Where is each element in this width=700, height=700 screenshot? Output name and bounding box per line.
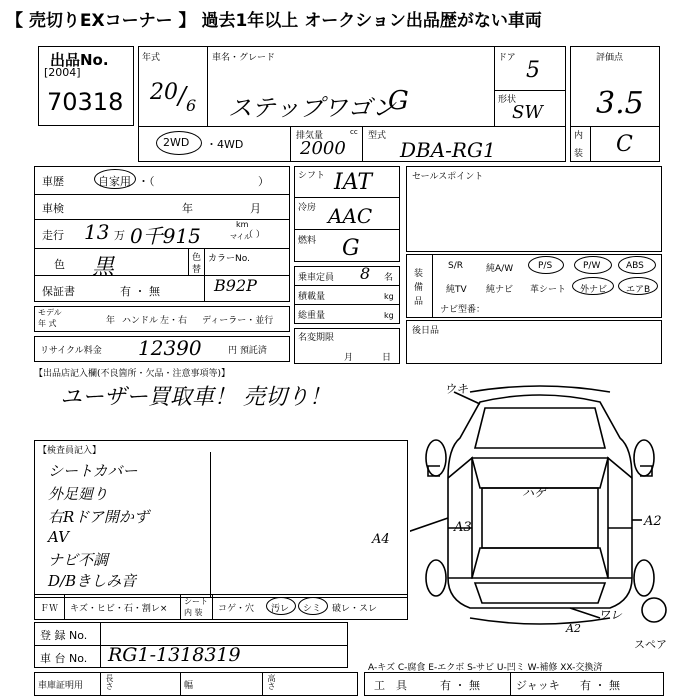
fw-label: ＦＷ (40, 604, 59, 614)
year-label: 年式 (142, 53, 161, 63)
recycle-value: 12390 (138, 336, 202, 360)
door-value: 5 (526, 58, 540, 83)
equipment-label-3: 品 (414, 297, 424, 307)
certificate-label: 車庫証明用 (38, 681, 84, 691)
interior-label-2: 装 (574, 149, 584, 159)
diagram-bottom-mark: A2 (566, 622, 581, 635)
seat-label-2: 内 装 (184, 608, 203, 617)
inspector-line-4: AV (48, 528, 69, 546)
fuel-value: G (342, 236, 360, 261)
chassis-label: 車 台 No. (40, 652, 88, 665)
recycle-label: リサイクル料金 (40, 346, 102, 356)
shift-value: IAT (334, 170, 373, 195)
mileage-value-2: 0千915 (130, 224, 201, 248)
displacement-value: 2000 (300, 138, 346, 159)
score-label: 評価点 (596, 53, 624, 63)
mileage-unit-top: km (236, 220, 249, 229)
car-diagram (410, 378, 670, 638)
grade-value: G (388, 86, 409, 116)
notes-value: ユーザー買取車！ 売切り！ (60, 385, 331, 410)
capacity-unit: 名 (384, 273, 394, 283)
shaken-month: 月 (250, 202, 261, 215)
equip-pw: P/W (583, 261, 601, 271)
name-label: 車名・グレード (212, 53, 276, 63)
header-title: 【 売切りEXコーナー 】 過去1年以上 オークション出品歴がない車両 (6, 11, 542, 31)
lot-year-tag: [2004] (44, 66, 81, 79)
dealer-label: ディーラー・並行 (202, 316, 274, 326)
tools-value: 有 ・ 無 (440, 679, 480, 692)
capacity-label: 乗車定員 (298, 273, 335, 283)
tools-label: 工 具 (374, 679, 407, 692)
jack-label: ジャッキ (516, 679, 560, 692)
lot-number: 70318 (47, 88, 124, 116)
model-change-2: 年 式 (38, 319, 57, 328)
displacement-label: 排気量 (296, 131, 324, 141)
cert-length: 長さ (105, 674, 114, 690)
handle-value: 左・右 (160, 316, 188, 326)
equip-leather: 革シート (530, 285, 567, 295)
load-unit: kg (384, 292, 394, 301)
mileage-unit-bottom: マイル (230, 233, 251, 241)
equip-airbag: エアB (626, 285, 651, 295)
history-value: 自家用 (98, 175, 131, 188)
model-change-year: 年 (106, 316, 116, 326)
color-label: 色 (54, 258, 65, 271)
shaken-label: 車検 (42, 202, 64, 215)
seat-item-1: コゲ・穴 (218, 604, 255, 614)
year-slash: / (178, 82, 187, 110)
ac-value: AAC (328, 204, 373, 228)
diagram-top-mark: ウキ (444, 382, 469, 396)
mileage-label: 走行 (42, 229, 64, 242)
cert-height: 高さ (267, 674, 276, 690)
ac-label: 冷房 (298, 203, 317, 213)
spare-label: スペア (634, 638, 667, 651)
shaken-year: 年 (182, 202, 193, 215)
diagram-left-mark: A4 (372, 532, 390, 547)
seat-item-2: 汚レ (271, 604, 290, 614)
navi-label: ナビ型番： (440, 305, 486, 315)
history-dot: ・（ (138, 175, 155, 188)
handle-label: ハンドル (122, 316, 159, 326)
lot-label: 出品No. (50, 51, 109, 69)
diagram-right-mark: A2 (644, 514, 662, 529)
warranty-label: 保証書 (42, 285, 75, 298)
seat-item-3: シミ (303, 604, 322, 614)
name-value: ステップワゴン (228, 94, 396, 122)
history-label: 車歴 (42, 175, 64, 188)
model-change-1: モデル (38, 308, 62, 317)
cert-width: 幅 (184, 681, 194, 691)
equip-navi: 純ナビ (486, 285, 514, 295)
mileage-man: 万 (114, 229, 125, 242)
selling-points-label: セールスポイント (412, 172, 484, 182)
drive-4wd: ・4WD (206, 138, 244, 151)
equip-ext-navi: 外ナビ (580, 285, 608, 295)
drive-2wd: 2WD (163, 136, 190, 149)
fw-value: キズ・ヒビ・石・割レ× (70, 604, 168, 614)
weight-unit: kg (384, 311, 394, 320)
door-label: ドア (498, 53, 516, 63)
color-value: 黒 (92, 255, 115, 280)
weight-label: 総重量 (298, 311, 326, 321)
equipment-label-1: 装 (414, 269, 424, 279)
interior-label-1: 内 (574, 131, 584, 141)
model-label: 型式 (368, 131, 387, 141)
inspector-line-5: ナビ不調 (48, 551, 109, 569)
diagram-inner-mark: A3 (454, 520, 472, 535)
fuel-label: 燃料 (298, 236, 317, 246)
model-value: DBA-RG1 (400, 138, 496, 162)
registration-label: 登 録 No. (40, 629, 88, 642)
year-value: 20 (150, 80, 178, 105)
score-value: 3.5 (596, 86, 644, 121)
warranty-value: 有 ・ 無 (120, 285, 160, 298)
mileage-paren: （ ） (244, 230, 265, 240)
deadline-month: 月 (344, 353, 354, 363)
equip-sr: S/R (448, 261, 463, 271)
interior-value: C (616, 132, 633, 157)
deadline-label: 名変期限 (298, 333, 335, 343)
shift-label: シフト (298, 171, 326, 181)
seat-item-4: 破レ・スレ (332, 604, 378, 614)
diagram-bottom-right-mark: ワレ (598, 608, 623, 622)
equip-tv: 純TV (446, 285, 467, 295)
equipment-label-2: 備 (414, 283, 424, 293)
mileage-value-1: 13 (84, 220, 110, 244)
after-delivery-label: 後日品 (412, 326, 440, 336)
inspector-line-2: 外足廻り (48, 485, 109, 503)
capacity-value: 8 (360, 264, 371, 283)
after-delivery-box (406, 320, 662, 364)
inspector-line-6: D/Bきしみ音 (48, 572, 137, 590)
diagram-center-mark: ハゲ (522, 486, 547, 500)
displacement-unit: cc (350, 128, 358, 136)
recycle-unit: 円 預託済 (228, 346, 267, 356)
deadline-day: 日 (382, 353, 392, 363)
equip-aw: 純A/W (486, 264, 514, 274)
shape-value: SW (512, 102, 543, 123)
inspector-line-3: 右Rドア開かず (48, 508, 149, 526)
load-label: 積載量 (298, 292, 326, 302)
color-no-value: B92P (214, 276, 257, 295)
inspector-label: 【検査員記入】 (38, 446, 102, 456)
month-value: 6 (186, 96, 197, 115)
color-no-label: カラーNo. (208, 254, 250, 264)
inspector-line-1: シートカバー (48, 462, 138, 480)
color-change-1: 色 (192, 253, 202, 263)
equip-ps: P/S (538, 261, 553, 271)
shape-label: 形状 (498, 95, 517, 105)
jack-value: 有 ・ 無 (580, 679, 620, 692)
chassis-value: RG1-1318319 (108, 644, 241, 666)
notes-label: 【出品店記入欄(不良箇所・欠品・注意事項等)】 (34, 369, 231, 379)
equip-abs: ABS (626, 261, 644, 271)
seat-label-1: シート (184, 597, 208, 606)
legend: A-キズ C-腐食 E-エクボ S-サビ U-凹ミ W-補修 XX-交換済 (368, 663, 603, 673)
history-close: ） (258, 175, 269, 188)
color-change-2: 替 (192, 265, 202, 275)
